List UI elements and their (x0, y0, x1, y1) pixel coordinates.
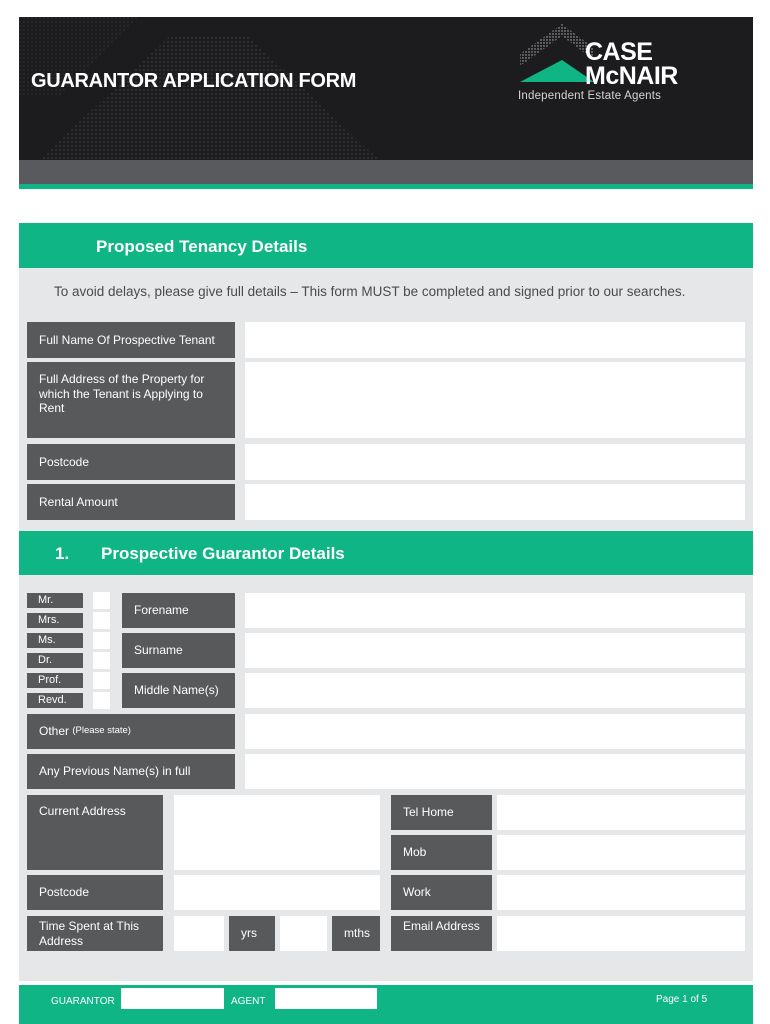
years-field[interactable] (174, 916, 224, 951)
full-name-field[interactable] (245, 322, 745, 358)
guarantor-initials-field[interactable] (121, 988, 224, 1009)
label-current-postcode: Postcode (27, 875, 163, 910)
label-full-name: Full Name Of Prospective Tenant (27, 322, 235, 358)
page-number: Page 1 of 5 (656, 994, 708, 1005)
label-previous-names: Any Previous Name(s) in full (27, 754, 235, 789)
logo-tagline: Independent Estate Agents (518, 90, 662, 102)
tenancy-postcode-field[interactable] (245, 444, 745, 480)
current-postcode-field[interactable] (174, 875, 380, 910)
label-months: mths (332, 916, 380, 951)
email-field[interactable] (497, 916, 745, 951)
title-label-ms: Ms. (27, 633, 83, 648)
section-title-guarantor: Prospective Guarantor Details (101, 544, 345, 563)
label-middle-names: Middle Name(s) (122, 673, 235, 708)
checkbox-ms[interactable] (93, 632, 110, 649)
label-other-note: (Please state) (72, 725, 131, 737)
label-other-text: Other (39, 724, 70, 739)
forename-field[interactable] (245, 593, 745, 628)
label-current-address: Current Address (27, 795, 163, 870)
label-rental-amount: Rental Amount (27, 484, 235, 520)
footer-agent-label: AGENT (231, 996, 266, 1007)
checkbox-dr[interactable] (93, 652, 110, 669)
title-label-mr: Mr. (27, 593, 83, 608)
logo-text-case: CASE (585, 38, 653, 66)
months-field[interactable] (280, 916, 327, 951)
other-title-field[interactable] (245, 714, 745, 749)
label-years: yrs (229, 916, 275, 951)
title-label-prof: Prof. (27, 673, 83, 688)
label-forename: Forename (122, 593, 235, 628)
section-number: 1. (55, 544, 70, 563)
label-tenancy-postcode: Postcode (27, 444, 235, 480)
checkbox-mrs[interactable] (93, 612, 110, 629)
section-title-tenancy: Proposed Tenancy Details (96, 237, 308, 256)
label-tel-home: Tel Home (391, 795, 492, 830)
middle-names-field[interactable] (245, 673, 745, 708)
logo-text-mcnair: McNAIR (585, 62, 678, 90)
tel-home-field[interactable] (497, 795, 745, 830)
checkbox-prof[interactable] (93, 672, 110, 689)
header-grey-band (19, 160, 753, 184)
label-other-title (27, 714, 235, 749)
checkbox-revd[interactable] (93, 692, 110, 709)
header-green-stripe (19, 184, 753, 189)
previous-names-field[interactable] (245, 754, 745, 789)
surname-field[interactable] (245, 633, 745, 668)
form-title: GUARANTOR APPLICATION FORM (31, 70, 357, 92)
agent-initials-field[interactable] (275, 988, 377, 1009)
current-address-field[interactable] (174, 795, 380, 870)
label-property-address: Full Address of the Property for which the Tenant is Applying to Rent (27, 362, 235, 438)
label-surname: Surname (122, 633, 235, 668)
title-label-dr: Dr. (27, 653, 83, 668)
label-email: Email Address (391, 916, 492, 951)
title-label-mrs: Mrs. (27, 613, 83, 628)
rental-amount-field[interactable] (245, 484, 745, 520)
work-phone-field[interactable] (497, 875, 745, 910)
footer-guarantor-label: GUARANTOR (51, 996, 115, 1007)
intro-text: To avoid delays, please give full details – This form MUST be completed and signed prior to our searches. (54, 284, 686, 299)
mob-field[interactable] (497, 835, 745, 870)
checkbox-mr[interactable] (93, 592, 110, 609)
label-time-spent: Time Spent at This Address (27, 916, 163, 951)
label-work: Work (391, 875, 492, 910)
property-address-field[interactable] (245, 362, 745, 438)
label-mob: Mob (391, 835, 492, 870)
title-label-revd: Revd. (27, 693, 83, 708)
